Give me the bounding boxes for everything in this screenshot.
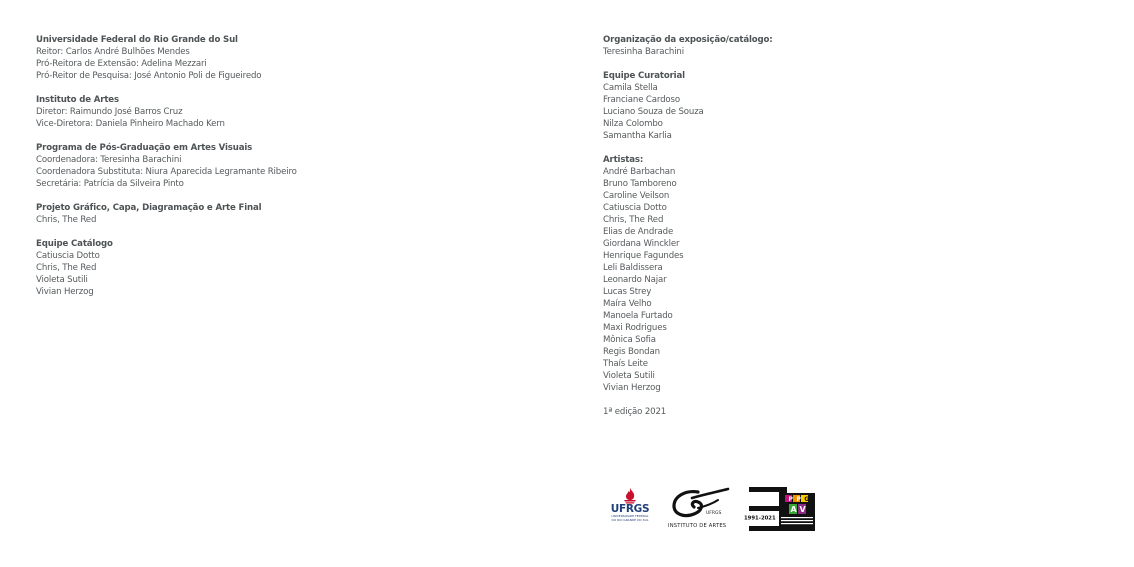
ppgav-letter-p1: P bbox=[788, 496, 793, 503]
credit-line: Maíra Velho bbox=[603, 299, 652, 309]
ppgav-letter-g: G bbox=[804, 496, 810, 503]
credit-block bbox=[36, 94, 516, 130]
credit-line: Catiuscia Dotto bbox=[603, 203, 667, 213]
credit-line: Lucas Strey bbox=[603, 287, 652, 297]
ppgav-logo bbox=[744, 487, 821, 533]
credit-heading: Equipe Curatorial bbox=[603, 71, 685, 81]
credit-line: Giordana Winckler bbox=[603, 239, 680, 249]
credit-line: Coordenadora: Teresinha Barachini bbox=[36, 155, 182, 165]
left-credits-column bbox=[36, 34, 516, 310]
right-credits-column bbox=[603, 34, 1023, 430]
credit-line: Henrique Fagundes bbox=[603, 251, 684, 261]
ufrgs-flame-icon bbox=[623, 488, 637, 504]
credit-line: Chris, The Red bbox=[603, 215, 664, 225]
credit-line: Diretor: Raimundo José Barros Cruz bbox=[36, 107, 183, 117]
ufrgs-wordmark: UFRGS bbox=[610, 503, 650, 515]
credit-heading: Equipe Catálogo bbox=[36, 239, 113, 249]
credit-line: Nilza Colombo bbox=[603, 119, 663, 129]
credit-line: Violeta Sutili bbox=[36, 275, 88, 285]
credit-line: Leli Baldissera bbox=[603, 263, 663, 273]
credit-line: Vice-Diretora: Daniela Pinheiro Machado Kern bbox=[36, 119, 225, 129]
credit-heading: Programa de Pós-Graduação em Artes Visuais bbox=[36, 143, 253, 153]
credit-block bbox=[603, 154, 1023, 394]
credit-line: Violeta Sutili bbox=[603, 371, 655, 381]
credit-heading: Projeto Gráfico, Capa, Diagramação e Arte Final bbox=[36, 203, 262, 213]
instituto-artes-swirl-icon bbox=[668, 486, 734, 522]
credit-line: Regis Bondan bbox=[603, 347, 660, 357]
credit-line: Chris, The Red bbox=[36, 263, 97, 273]
credit-line: Bruno Tamboreno bbox=[603, 179, 677, 189]
credit-heading: Artistas: bbox=[603, 155, 644, 165]
ppgav-letter-a: A bbox=[790, 505, 797, 514]
credit-block bbox=[36, 34, 516, 82]
credit-line: Samantha Karlia bbox=[603, 131, 672, 141]
ufrgs-subtitle-1: UNIVERSIDADE FEDERAL bbox=[611, 514, 649, 518]
credit-line: Reitor: Carlos André Bulhões Mendes bbox=[36, 47, 190, 57]
ufrgs-subtitle-2: DO RIO GRANDE DO SUL bbox=[611, 517, 649, 522]
credit-line: 1ª edição 2021 bbox=[603, 407, 667, 417]
credit-line: Luciano Souza de Souza bbox=[603, 107, 704, 117]
credit-line: Elias de Andrade bbox=[603, 227, 674, 237]
credit-line: Pró-Reitor de Pesquisa: José Antonio Poli de Figueiredo bbox=[36, 71, 262, 81]
credit-line: Franciane Cardoso bbox=[603, 95, 680, 105]
ppgav-years: 1991-2021 bbox=[744, 515, 776, 522]
credit-line: Vivian Herzog bbox=[603, 383, 661, 393]
credit-line: Coordenadora Substituta: Niura Aparecida Legramante Ribeiro bbox=[36, 167, 297, 177]
credit-block bbox=[603, 34, 1023, 58]
credit-line: Teresinha Barachini bbox=[603, 47, 684, 57]
credit-line: Pró-Reitora de Extensão: Adelina Mezzari bbox=[36, 59, 207, 69]
credit-line: Chris, The Red bbox=[36, 215, 97, 225]
logo-strip bbox=[604, 486, 824, 534]
credit-block bbox=[36, 202, 516, 226]
credit-block bbox=[36, 238, 516, 298]
credit-line: André Barbachan bbox=[603, 167, 676, 177]
instituto-artes-label: INSTITUTO DE ARTES bbox=[668, 523, 727, 529]
credit-heading: Universidade Federal do Rio Grande do Sul bbox=[36, 35, 238, 45]
credit-line: Maxi Rodrigues bbox=[603, 323, 667, 333]
ufrgs-logo bbox=[604, 488, 656, 532]
credit-line: Leonardo Najar bbox=[603, 275, 667, 285]
ppgav-30-anos-icon bbox=[744, 487, 821, 533]
credit-block bbox=[603, 406, 1023, 418]
credit-block bbox=[603, 70, 1023, 142]
credit-line: Manoela Furtado bbox=[603, 311, 673, 321]
credit-line: Thaís Leite bbox=[603, 359, 648, 369]
credit-line: Vivian Herzog bbox=[36, 287, 94, 297]
credit-block bbox=[36, 142, 516, 190]
credit-line: Catiuscia Dotto bbox=[36, 251, 100, 261]
credit-heading: Organização da exposição/catálogo: bbox=[603, 35, 773, 45]
instituto-artes-ufrgs-label: UFRGS bbox=[706, 511, 722, 516]
instituto-artes-logo bbox=[666, 486, 736, 534]
ppgav-letter-v: V bbox=[799, 505, 806, 514]
ppgav-letter-p2: P bbox=[796, 496, 801, 503]
credit-line: Mônica Sofia bbox=[603, 335, 656, 345]
credit-heading: Instituto de Artes bbox=[36, 95, 119, 105]
credit-line: Secretária: Patrícia da Silveira Pinto bbox=[36, 179, 184, 189]
credit-line: Camila Stella bbox=[603, 83, 658, 93]
credit-line: Caroline Veilson bbox=[603, 191, 670, 201]
